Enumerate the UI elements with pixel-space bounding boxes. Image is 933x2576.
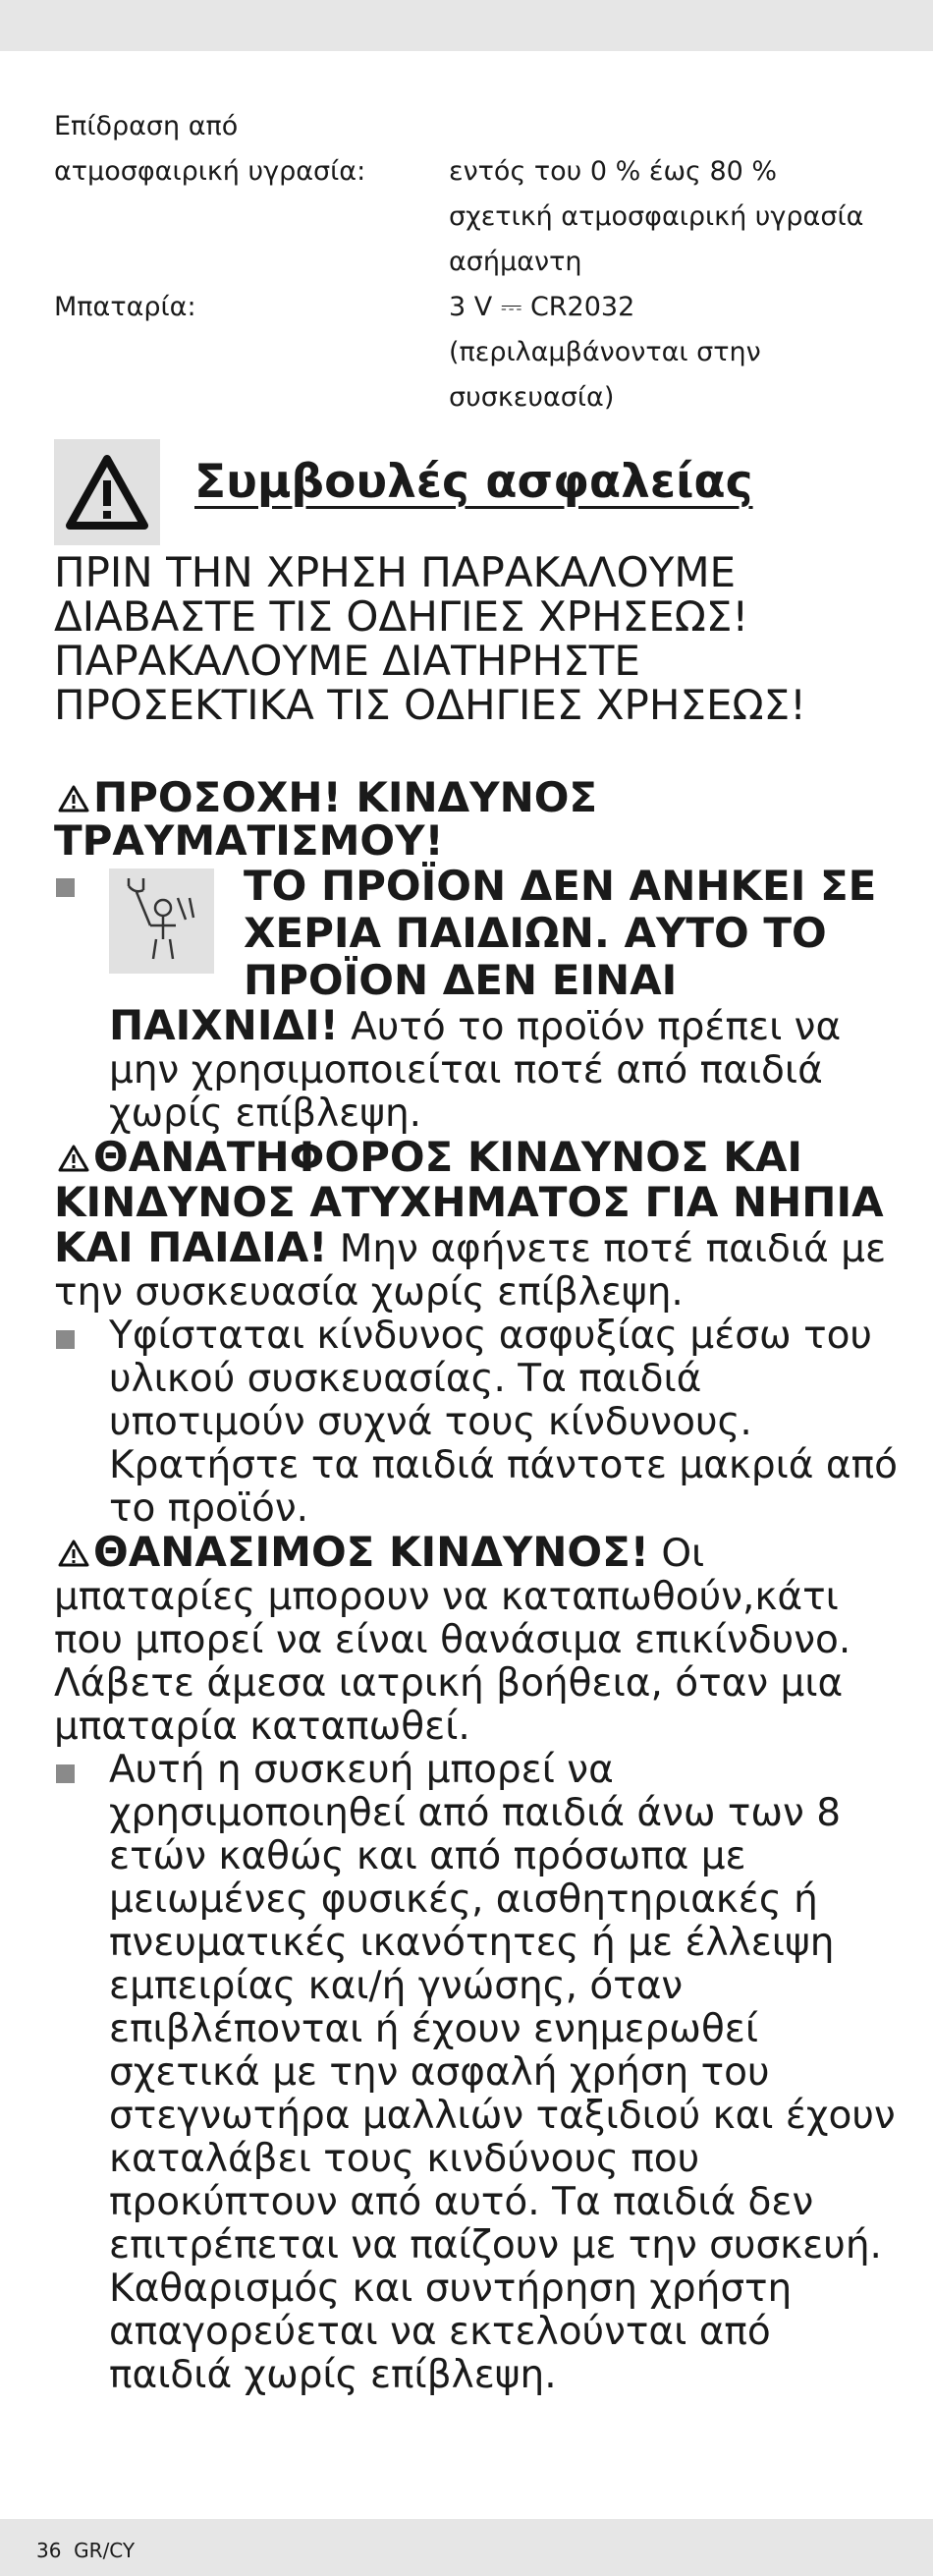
spec-value: 3 V ⎓ CR2032 [449, 292, 635, 322]
spec-value [449, 104, 899, 149]
list-item [54, 863, 899, 1136]
warning-heading: ΤΟ ΠΡΟΪΟΝ ΔΕΝ ΑΝΗΚΕΙ ΣΕ ΧΕΡΙΑ ΠΑΙΔΙΩΝ. ΑΥΤΟ ΤΟ ΠΡΟΪΟΝ ΔΕΝ ΕΙΝΑΙ [244, 862, 877, 1004]
list-item [54, 1749, 899, 2397]
spec-value: εντός του 0 % έως 80 % [449, 156, 778, 187]
safety-content [54, 773, 899, 2397]
hazard-bold-text: ΘΑΝΑΤΗΦΟΡΟΣ ΚΙΝΔΥΝΟΣ ΚΑΙ ΚΙΝΔΥΝΟΣ ΑΤΥΧΗΜΑΤΟΣ ΓΙΑ ΝΗΠΙΑ ΚΑΙ ΠΑΙΔΙΑ! [54, 1133, 884, 1271]
hazard-heading-injury [54, 773, 899, 865]
spec-label: ατμοσφαιρική υγρασία: [54, 156, 366, 187]
hazard-bold-text: ΘΑΝΑΣΙΜΟΣ ΚΙΝΔΥΝΟΣ! [93, 1528, 649, 1576]
spec-label [54, 330, 449, 375]
warning-triangle-icon [54, 784, 93, 813]
intro-warning [54, 550, 918, 727]
body-text: Αυτό το προϊόν πρέπει να μην χρησιμοποιείται ποτέ από παιδιά χωρίς επίβλεψη. [109, 1005, 842, 1136]
language-code: GR/CY [74, 2539, 136, 2562]
bullet-square-icon [54, 1315, 109, 1531]
child-icon [109, 868, 214, 974]
body-text: Οι μπαταρίες μπορουν να καταπωθούν,κάτι που μπορεί να είναι θανάσιμα επικίνδυνο. Λάβετε άμεσα ιατρική βοήθεια, όταν μια μπαταρία καταπωθεί. [54, 1532, 851, 1749]
spec-row [54, 330, 899, 375]
spec-row [54, 285, 899, 330]
body-text: Μην αφήνετε ποτέ παιδιά με την συσκευασία χωρίς επίβλεψη. [54, 1227, 887, 1315]
page-footer [0, 2519, 933, 2576]
spec-label: Επίδραση από [54, 111, 239, 141]
spec-row [54, 375, 899, 420]
spec-value: σχετική ατμοσφαιρική υγρασία [449, 201, 864, 232]
spec-row [54, 195, 899, 240]
intro-line: ΠΡΙΝ ΤΗΝ ΧΡΗΣΗ ΠΑΡΑΚΑΛΟΥΜΕ [54, 548, 737, 596]
body-text: Υφίσταται κίνδυνος ασφυξίας μέσω του υλικού συσκευασίας. Τα παιδιά υποτιμούν συχνά τους κίνδυνους. Κρατήστε τα παιδιά πάντοτε μακριά από το προϊόν. [109, 1314, 898, 1531]
hazard-paragraph-battery [54, 1528, 899, 1749]
warning-triangle-icon [54, 1144, 93, 1173]
warning-icon-box [54, 439, 160, 545]
spec-row [54, 104, 899, 149]
intro-line: ΠΑΡΑΚΑΛΟΥΜΕ ΔΙΑΤΗΡΗΣΤΕ [54, 637, 640, 685]
bullet-square-icon [54, 1749, 109, 2397]
section-title: Συμβουλές ασφαλείας [194, 455, 753, 509]
spec-value: (περιλαμβάνονται στην [449, 337, 761, 367]
spec-row [54, 149, 899, 195]
page-number: 36 [36, 2539, 62, 2562]
list-item [54, 1315, 899, 1531]
spec-table [54, 104, 899, 420]
hazard-paragraph-suffocation [54, 1133, 899, 1315]
hazard-title-text: ΠΡΟΣΟΧΗ! ΚΙΝΔΥΝΟΣ ΤΡΑΥΜΑΤΙΣΜΟΥ! [54, 773, 598, 865]
intro-line: ΠΡΟΣΕΚΤΙΚΑ ΤΙΣ ΟΔΗΓΙΕΣ ΧΡΗΣΕΩΣ! [54, 681, 806, 729]
spec-label [54, 240, 449, 285]
child-warning-pictogram [109, 868, 214, 974]
warning-paragraph [109, 1001, 899, 1136]
intro-line: ΔΙΑΒΑΣΤΕ ΤΙΣ ΟΔΗΓΙΕΣ ΧΡΗΣΕΩΣ! [54, 592, 749, 641]
warning-triangle-icon [54, 1539, 93, 1568]
spec-label: Μπαταρία: [54, 292, 196, 322]
bullet-square-icon [54, 863, 109, 1136]
body-text: Αυτή η συσκευή μπορεί να χρησιμοποιηθεί από παιδιά άνω των 8 ετών καθώς και από πρόσωπα με μειωμένες φυσικές, αισθητηριακές ή πνευματικές ικανότητες ή με έλλειψη εμπειρίας και/ή γνώσης, όταν επιβλέπονται ή έχουν ενημερωθεί σχετικά με την ασφαλή χρήση του στεγνωτήρα μαλλιών ταξιδιού και έχουν καταλάβει τους κινδύνους που προκύπτουν από αυτό. Τα παιδιά δεν επιτρέπεται να παίζουν με την συσκευή. Καθαρισμός και συντήρηση χρήστη απαγορεύεται να εκτελούνται από παιδιά χωρίς επίβλεψη. [109, 1748, 896, 2397]
spec-label [54, 375, 449, 420]
spec-value: ασήμαντη [449, 247, 582, 277]
spec-label [54, 195, 449, 240]
warning-triangle-icon [64, 453, 150, 532]
top-bar [0, 0, 933, 51]
spec-row [54, 240, 899, 285]
spec-value: συσκευασία) [449, 382, 615, 413]
safety-header [54, 439, 899, 545]
bold-text: ΠΑΙΧΝΙΔΙ! [109, 1001, 339, 1049]
